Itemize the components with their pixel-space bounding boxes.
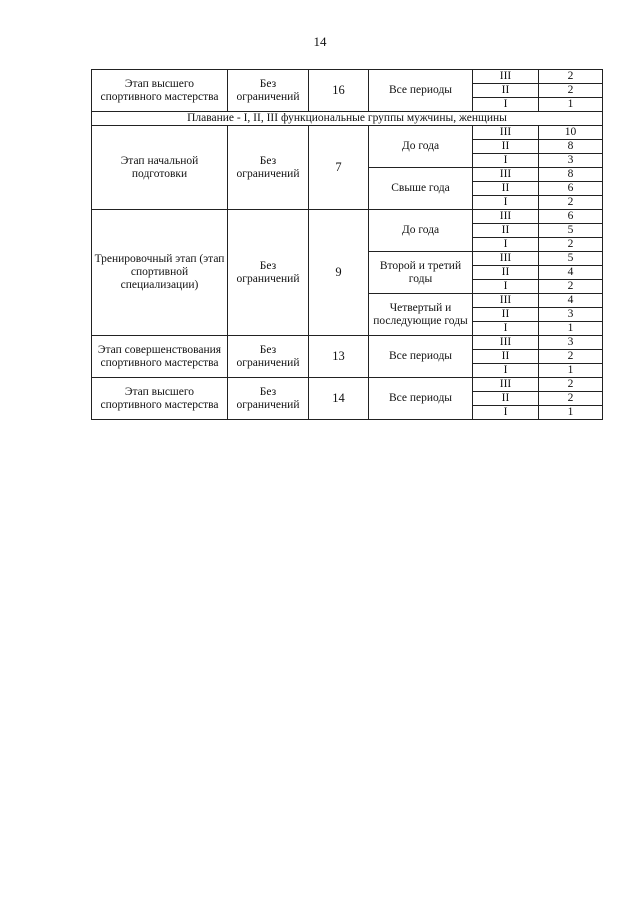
group-cell: I [473, 196, 539, 210]
group-cell: III [473, 336, 539, 350]
count-cell: 16 [309, 70, 369, 112]
group-cell: I [473, 98, 539, 112]
value-cell: 2 [539, 280, 603, 294]
group-cell: II [473, 266, 539, 280]
value-cell: 5 [539, 224, 603, 238]
period-cell: Все периоды [369, 336, 473, 378]
value-cell: 2 [539, 392, 603, 406]
age-limit-cell: Без ограничений [228, 210, 309, 336]
value-cell: 4 [539, 266, 603, 280]
period-cell: Все периоды [369, 378, 473, 420]
group-cell: I [473, 322, 539, 336]
value-cell: 3 [539, 336, 603, 350]
group-cell: I [473, 154, 539, 168]
table-row [92, 336, 603, 350]
group-cell: II [473, 392, 539, 406]
age-limit-cell: Без ограничений [228, 378, 309, 420]
value-cell: 8 [539, 168, 603, 182]
stage-cell: Тренировочный этап (этап спортивной специализации) [92, 210, 228, 336]
group-cell: II [473, 308, 539, 322]
period-cell: Четвертый и последующие годы [369, 294, 473, 336]
age-limit-cell: Без ограничений [228, 70, 309, 112]
group-cell: II [473, 350, 539, 364]
table-row [92, 70, 603, 84]
group-cell: I [473, 238, 539, 252]
value-cell: 3 [539, 308, 603, 322]
value-cell: 5 [539, 252, 603, 266]
value-cell: 6 [539, 182, 603, 196]
group-cell: III [473, 210, 539, 224]
sport-standards-table [91, 69, 603, 420]
count-cell: 7 [309, 126, 369, 210]
value-cell: 8 [539, 140, 603, 154]
value-cell: 10 [539, 126, 603, 140]
period-cell: До года [369, 210, 473, 252]
period-cell: Свыше года [369, 168, 473, 210]
group-cell: I [473, 364, 539, 378]
group-cell: III [473, 168, 539, 182]
page-number: 14 [313, 34, 327, 49]
group-cell: III [473, 378, 539, 392]
period-cell: Второй и третий годы [369, 252, 473, 294]
value-cell: 1 [539, 98, 603, 112]
count-cell: 9 [309, 210, 369, 336]
value-cell: 2 [539, 196, 603, 210]
stage-cell: Этап начальной подготовки [92, 126, 228, 210]
group-cell: II [473, 84, 539, 98]
table-row [92, 378, 603, 392]
table-row [92, 210, 603, 224]
group-cell: III [473, 294, 539, 308]
group-cell: I [473, 280, 539, 294]
age-limit-cell: Без ограничений [228, 126, 309, 210]
stage-cell: Этап высшего спортивного мастерства [92, 378, 228, 420]
count-cell: 13 [309, 336, 369, 378]
stage-cell: Этап совершенствования спортивного мастерства [92, 336, 228, 378]
value-cell: 3 [539, 154, 603, 168]
value-cell: 2 [539, 238, 603, 252]
table-row [92, 112, 603, 126]
value-cell: 6 [539, 210, 603, 224]
group-cell: II [473, 140, 539, 154]
age-limit-cell: Без ограничений [228, 336, 309, 378]
count-cell: 14 [309, 378, 369, 420]
value-cell: 2 [539, 350, 603, 364]
value-cell: 2 [539, 70, 603, 84]
value-cell: 2 [539, 378, 603, 392]
value-cell: 1 [539, 364, 603, 378]
table-row [92, 126, 603, 140]
group-cell: I [473, 406, 539, 420]
value-cell: 2 [539, 84, 603, 98]
group-cell: III [473, 252, 539, 266]
group-cell: II [473, 224, 539, 238]
group-cell: III [473, 70, 539, 84]
value-cell: 1 [539, 406, 603, 420]
section-title-cell: Плавание - I, II, III функциональные группы мужчины, женщины [92, 112, 603, 126]
period-cell: До года [369, 126, 473, 168]
value-cell: 4 [539, 294, 603, 308]
table-body [92, 70, 603, 420]
period-cell: Все периоды [369, 70, 473, 112]
stage-cell: Этап высшего спортивного мастерства [92, 70, 228, 112]
group-cell: III [473, 126, 539, 140]
value-cell: 1 [539, 322, 603, 336]
group-cell: II [473, 182, 539, 196]
